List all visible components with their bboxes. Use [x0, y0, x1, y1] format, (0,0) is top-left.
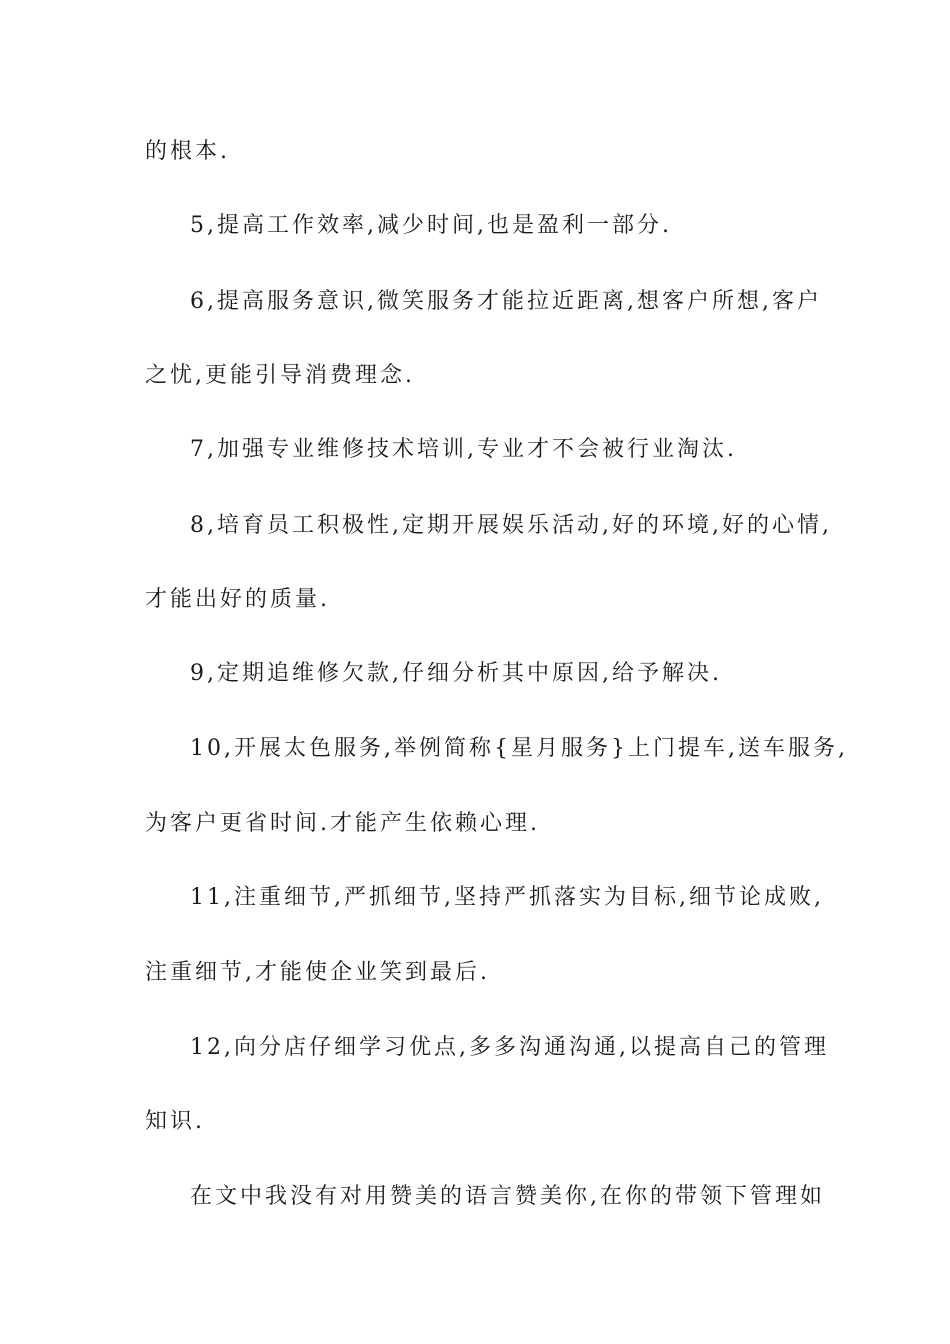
text-line: 11,注重细节,严抓细节,坚持严抓落实为目标,细节论成败, [190, 885, 824, 910]
text-line: 6,提高服务意识,微笑服务才能拉近距离,想客户所想,客户 [190, 289, 822, 314]
text-line: 的根本. [145, 139, 230, 164]
text-line: 才能出好的质量. [145, 587, 330, 612]
text-line: 在文中我没有对用赞美的语言赞美你,在你的带领下管理如 [190, 1184, 825, 1209]
text-line: 5,提高工作效率,减少时间,也是盈利一部分. [190, 213, 672, 238]
text-line: 知识. [145, 1109, 205, 1134]
text-line: 9,定期追维修欠款,仔细分析其中原因,给予解决. [190, 661, 722, 686]
text-line: 8,培育员工积极性,定期开展娱乐活动,好的环境,好的心情, [190, 513, 832, 538]
text-line: 10,开展太色服务,举例简称{星月服务}上门提车,送车服务, [190, 736, 848, 761]
text-line: 12,向分店仔细学习优点,多多沟通沟通,以提高自己的管理 [190, 1035, 829, 1060]
text-line: 7,加强专业维修技术培训,专业才不会被行业淘汰. [190, 437, 737, 462]
text-line: 为客户更省时间.才能产生依赖心理. [145, 811, 540, 836]
text-line: 之忧,更能引导消费理念. [145, 363, 415, 388]
text-line: 注重细节,才能使企业笑到最后. [145, 960, 490, 985]
